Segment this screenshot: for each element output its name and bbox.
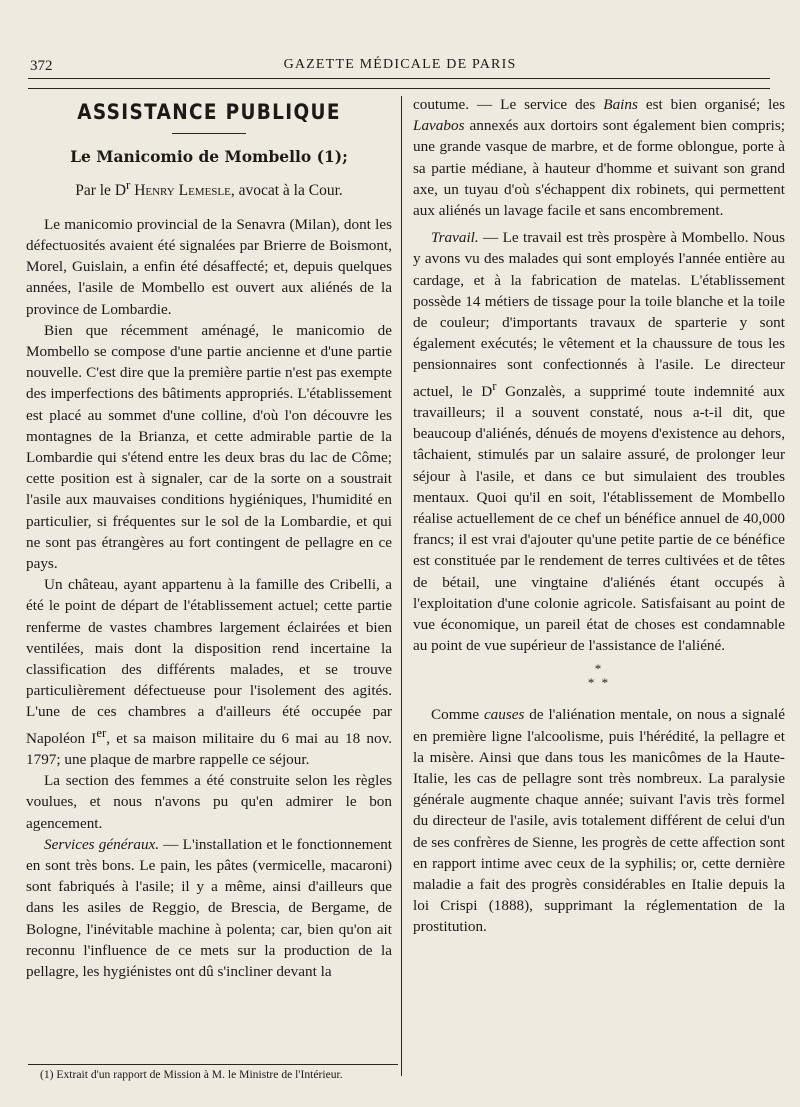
- section-separator: [413, 662, 785, 690]
- right-column: [413, 94, 785, 938]
- title-rule: [172, 133, 246, 134]
- paragraph: La section des femmes a été construite selon les règles voulues, et nous n'avons pu qu'en admirer le bon agencement.: [26, 772, 392, 832]
- left-column: [26, 94, 392, 982]
- byline-suffix: , avocat à la Cour.: [230, 182, 343, 200]
- page-number: 372: [30, 58, 53, 74]
- header-rule-bottom: [28, 88, 770, 89]
- paragraph: Le manicomio provincial de la Senavra (Milan), dont les défectuosités avaient été signalées par Brierre de Boismont, Morel, Guislain, a enfin été désaffecté; et, depuis quelques années, l'asile de Mombello est ouvert aux aliénés de la province de Lombardie.: [26, 215, 392, 318]
- paragraph: [413, 94, 785, 221]
- paragraph: [26, 834, 392, 982]
- byline-prefix: Par le D: [75, 182, 127, 200]
- paragraph-text: Gonzalès, a supprimé toute indemnité aux travailleurs; il a souvent constaté, nous a-t-il dit, que beaucoup d'aliénés, dénués de moyens d'existence au dehors, tâchaient, stimulés par un salaire assuré, de prolonger leur séjour à l'asile, et dans ce but simulaient des troubles mentaux. Quoi qu'il en soit, l'établissement de Mombello réalise actuellement de ce chef un bénéfice annuel de 40,000 francs; il est vrai d'ajouter qu'une petite partie de ce bénéfice est constituée par le rendement de terres cultivées et de têtes de bétail, une vingtaine d'aliénés étant occupés à l'exploitation d'une colonie agricole. Satisfaisant au point de vue économique, un pareil état de choses est condamnable au point de vue supérieur de l'assistance de l'aliéné.: [413, 382, 785, 655]
- paragraph-text: est bien organisé; les: [637, 96, 785, 113]
- byline: [26, 174, 392, 201]
- paragraph-text: — L'installation et le fonctionnement en sont très bons. Le pain, les pâtes (vermicelle, macaroni) sont fabriqués à l'asile; il y a même, ainsi d'ailleurs que dans les asiles de Reggio, de Brescia, de Bergame, de Bologne, l'inévitable machine à polenta; car, bien qu'on ait reconnu l'influence de ce mets sur la production de la pellagre, les hygiénistes ont dû s'incliner devant la: [26, 835, 393, 980]
- paragraph: Bien que récemment aménagé, le manicomio de Mombello se compose d'une partie ancienne et d'une partie nouvelle. C'est dire que la première partie n'est pas exempte des imperfections des bâtiments appropriés. L'établissement est placé au sommet d'une colline, d'où l'on découvre les montagnes de la Brianza, et cette admirable partie de la Lombardie qui s'étend entre les deux bras du lac de Côme; cette position est à signaler, car de la sorte on a soustrait l'asile aux mauvaises conditions hygiéniques, l'humidité en particulier, si fréquentes sur le sol de la Lombardie, et qui ne sont pas étrangères au fort contingent de pellagre en ce pays.: [26, 321, 392, 573]
- author-name: Henry Lemesle: [134, 182, 231, 200]
- asterisk-top: *: [594, 661, 604, 677]
- paragraph-lead: Travail.: [431, 229, 479, 247]
- article-title: Le Manicomio de Mombello (1);: [70, 147, 348, 167]
- byline-sup: r: [126, 177, 131, 193]
- footnote: (1) Extrait d'un rapport de Mission à M. le Ministre de l'Intérieur.: [40, 1068, 343, 1081]
- column-divider: [401, 96, 402, 1076]
- asterisk-bottom: * *: [587, 675, 611, 691]
- paragraph-text: Comme: [431, 706, 484, 724]
- paragraph-text: — Le travail est très prospère à Mombello. Nous y avons vu des malades qui sont employés l'année entière au cardage, et à la fabrication de matelas. L'établissement possède 14 métiers de tissage pour la toile blanche et la toile de couleur; d'importants travaux de sparterie y sont également exécutés; le vêtement et la chaussure de tous les pensionnaires sont confectionnés à l'asile. Le directeur actuel, le D: [413, 229, 785, 400]
- paragraph: [413, 227, 785, 656]
- italic-term: Lavabos: [413, 117, 465, 135]
- paragraph-text: annexés aux dortoirs sont également bien compris; une grande vasque de marbre, et de forme oblongue, porte à sa partie médiane, à hauteur d'homme et suivant son grand axe, un tuyau d'où s'échappent dix robinets, qui permettent aux aliénés un lavage facile et sans encombrement.: [413, 117, 785, 220]
- paragraph-text: , et sa maison militaire du 6 mai au 18 nov. 1797; une plaque de marbre rappelle ce séjour.: [26, 729, 392, 768]
- italic-term: Bains: [603, 96, 638, 113]
- paragraph-text: Un château, ayant appartenu à la famille des Cribelli, a été le point de départ de l'établissement actuel; cette partie renferme de vastes chambres largement éclairées et bien ventilées, mais dont la disposition rend incertaine la classification des différents malades, et se trouve particulièrement défectueuse pour l'isolement des agités. L'une de ces chambres a d'ailleurs été occupée par Napoléon I: [26, 576, 392, 747]
- header-rule-top: [28, 78, 770, 79]
- italic-term: causes: [483, 706, 525, 724]
- footnote-rule: [28, 1064, 398, 1065]
- section-title: ASSISTANCE PUBLIQUE: [77, 100, 341, 124]
- paragraph: [26, 574, 392, 770]
- paragraph-text: coutume. — Le service des: [413, 96, 604, 113]
- superscript: er: [96, 725, 107, 740]
- running-title: GAZETTE MÉDICALE DE PARIS: [283, 57, 517, 72]
- paragraph-text: de l'aliénation mentale, on nous a signalé en première ligne l'alcoolisme, puis l'hérédité, la pellagre et la misère. Ainsi que dans tous les manicômes de la Haute-Italie, les cas de pellagre sont très nombreux. La paralysie générale augmente chaque année; suivant l'avis très formel du directeur de l'asile, avis totalement différent de celui d'un de ses confrères de Sienne, les progrès de cette affection sont en rapport intime avec ceux de la syphilis; or, cette dernière maladie a fait des progrès considérables en Italie depuis la loi Crispi (1888), supprimant la réglementation de la prostitution.: [413, 706, 785, 936]
- paragraph-lead: Services généraux.: [44, 835, 160, 853]
- paragraph: [413, 704, 785, 937]
- superscript: r: [492, 378, 497, 393]
